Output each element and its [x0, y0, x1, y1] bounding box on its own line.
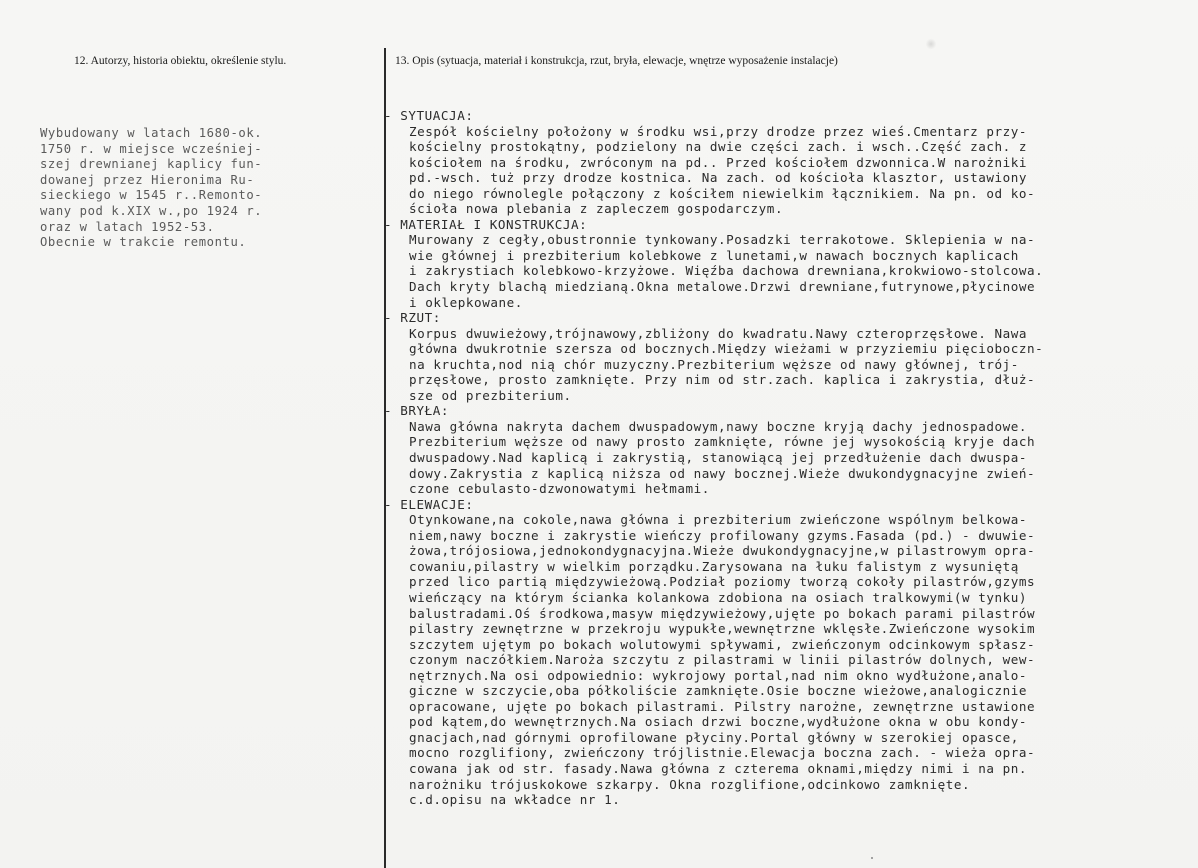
- description-section: [384, 108, 1194, 217]
- section-line: pd.-wsch. tuż przy drodze kostnica. Na zach. od kościoła klasztor, ustawiony: [409, 170, 1028, 186]
- section-line: niem,nawy boczne i zakrystie wieńczy profilowany gzyms.Fasada (pd.) - dwuwie-: [409, 527, 1036, 543]
- history-line: dowanej przez Hieronima Ru-: [40, 172, 255, 187]
- section-line: c.d.opisu na wkładce nr 1.: [409, 792, 621, 808]
- section-line: nętrznych.Na osi odpowiednio: wykrojowy portal,nad nim okno wydłużone,analo-: [409, 667, 1028, 683]
- section-line: Otynkowane,na cokole,nawa główna i prezbiterium zwieńczone wspólnym belkowa-: [409, 512, 1028, 528]
- description-section: [384, 497, 1194, 808]
- section-line: Dach kryty blachą miedzianą.Okna metalowe.Drzwi drewniane,futrynowe,płycinowe: [409, 279, 1036, 295]
- section-heading: - MATERIAŁ I KONSTRUKCJA:: [384, 216, 588, 232]
- section-line: przęsłowe, prosto zamknięte. Przy nim od str.zach. kaplica i zakrystia, dłuż-: [409, 372, 1036, 388]
- section-line: Zespół kościelny położony w środku wsi,przy drodze przez wieś.Cmentarz przy-: [409, 123, 1028, 139]
- section-line: opracowane, ujęte po bokach pilastrami. Pilstry narożne, zewnętrzne ustawione: [409, 698, 1036, 714]
- section-line: mocno rozglifiony, zwieńczony trójlistnie.Elewacja boczna zach. - wieża opra-: [409, 745, 1036, 761]
- section-line: na kruchta,nod nią chór muzyczny.Prezbiterium węższe od nawy głównej, trój-: [409, 356, 1019, 372]
- section-line: wie głównej i prezbiterium kolebkowe z lunetami,w nawach bocznych kaplicach: [409, 247, 1019, 263]
- right-column-header: 13. Opis (sytuacja, materiał i konstrukcja, rzut, bryła, elewacje, wnętrze wyposażenie instalacje): [395, 55, 838, 67]
- section-heading: - RZUT:: [384, 310, 441, 326]
- history-line: Obecnie w trakcie remontu.: [40, 235, 247, 250]
- section-line: cowaniu,pilastry w wielkim porządku.Zarysowana na łuku falistym z wysuniętą: [409, 558, 1019, 574]
- section-line: czonym naczółkiem.Naroża szczytu z pilastrami w linii pilastrów dolnych, wew-: [409, 652, 1036, 668]
- description-section: [384, 310, 1194, 403]
- section-line: Murowany z cegły,obustronnie tynkowany.Posadzki terrakotowe. Sklepienia w na-: [409, 232, 1036, 248]
- section-line: i oklepkowane.: [409, 294, 523, 310]
- section-line: giczne w szczycie,oba półkoliście zamknięte.Osie boczne wieżowe,analogicznie: [409, 683, 1028, 699]
- history-line: oraz w latach 1952-53.: [40, 219, 215, 234]
- section-line: sze od prezbiterium.: [409, 387, 572, 403]
- section-heading: - BRYŁA:: [384, 403, 450, 419]
- section-heading: - ELEWACJE:: [384, 496, 474, 512]
- section-line: do niego równolegle połączony z kościłem niewielkim łącznikiem. Na pn. od ko-: [409, 185, 1036, 201]
- description-section: [384, 403, 1194, 496]
- section-line: główna dwukrotnie szersza od bocznych.Między wieżami w przyziemiu pięcioboczn-: [409, 341, 1044, 357]
- section-line: żowa,trójosiowa,jednokondygnacyjna.Wieże dwukondygnacyjne,w pilastrowym opra-: [409, 543, 1036, 559]
- section-line: kościołem na środku, zwróconym na pd.. Przed kościołem dzwonnica.W narożniki: [409, 154, 1028, 170]
- history-line: Wybudowany w latach 1680-ok.: [40, 126, 263, 140]
- paper-smudge: [926, 38, 936, 50]
- section-heading: - SYTUACJA:: [384, 108, 474, 123]
- section-line: balustradami.Oś środkowa,masyw międzywieżowy,ujęte po bokach parami pilastrów: [409, 605, 1036, 621]
- section-line: Prezbiterium węższe od nawy prosto zamknięte, równe jej wysokością kryje dach: [409, 434, 1036, 450]
- section-line: Nawa główna nakryta dachem dwuspadowym,nawy boczne kryją dachy jednospadowe.: [409, 418, 1028, 434]
- description-text: [384, 108, 1194, 808]
- section-line: cowana jak od str. fasady.Nawa główna z czterema oknami,między nimi i na pn.: [409, 760, 1028, 776]
- section-line: dwuspadowy.Nad kaplicą i zakrystią, stanowiącą jej przedłużenie dach dwuspa-: [409, 450, 1028, 466]
- section-line: kościelny prostokątny, podzielony na dwie części zach. i wsch..Część zach. z: [409, 139, 1028, 155]
- history-line: wany pod k.XIX w.,po 1924 r.: [40, 203, 263, 218]
- section-line: Korpus dwuwieżowy,trójnawowy,zbliżony do kwadratu.Nawy czteroprzęsłowe. Nawa: [409, 325, 1028, 341]
- section-line: wieńczący na którym ścianka kolankowa zdobiona na osiach tralkowymi(w tynku): [409, 589, 1028, 605]
- description-section: [384, 217, 1194, 310]
- left-column-header: 12. Autorzy, historia obiektu, określenie stylu.: [74, 55, 287, 67]
- section-line: i zakrystiach kolebkowo-krzyżowe. Więźba dachowa drewniana,krokwiowo-stolcowa.: [409, 263, 1044, 279]
- history-line: szej drewnianej kaplicy fun-: [40, 157, 263, 172]
- section-line: szczytem ujętym po bokach wolutowymi spływami, zwieńczonym odcinkowym spłasz-: [409, 636, 1036, 652]
- section-line: pod kątem,do wewnętrznych.Na osiach drzwi boczne,wydłużone okna w obu kondy-: [409, 714, 1028, 730]
- section-line: czone cebulasto-dzwonowatymi hełmami.: [409, 481, 710, 497]
- section-line: przed lico partią międzywieżową.Podział poziomy tworzą cokoły pilastrów,gzyms: [409, 574, 1036, 590]
- stray-mark: [871, 857, 873, 859]
- section-line: pilastry zewnętrzne w przekroju wypukłe,wewnętrzne wklęsłe.Zwieńczone wysokim: [409, 621, 1036, 637]
- history-line: 1750 r. w miejsce wcześniej-: [40, 141, 263, 156]
- section-line: gnacjach,nad górnymi oprofilowane płyciny.Portal główny w szerokiej opasce,: [409, 729, 1019, 745]
- section-line: dowy.Zakrystia z kaplicą niższa od nawy bocznej.Wieże dwukondygnacyjne zwień-: [409, 465, 1036, 481]
- section-line: narożniku trójuskokowe szkarpy. Okna rozglifione,odcinkowo zamknięte.: [409, 776, 971, 792]
- section-line: ścioła nowa plebania z zapleczem gospodarczym.: [409, 201, 784, 217]
- history-text: [40, 126, 340, 251]
- history-line: sieckiego w 1545 r..Remonto-: [40, 188, 263, 203]
